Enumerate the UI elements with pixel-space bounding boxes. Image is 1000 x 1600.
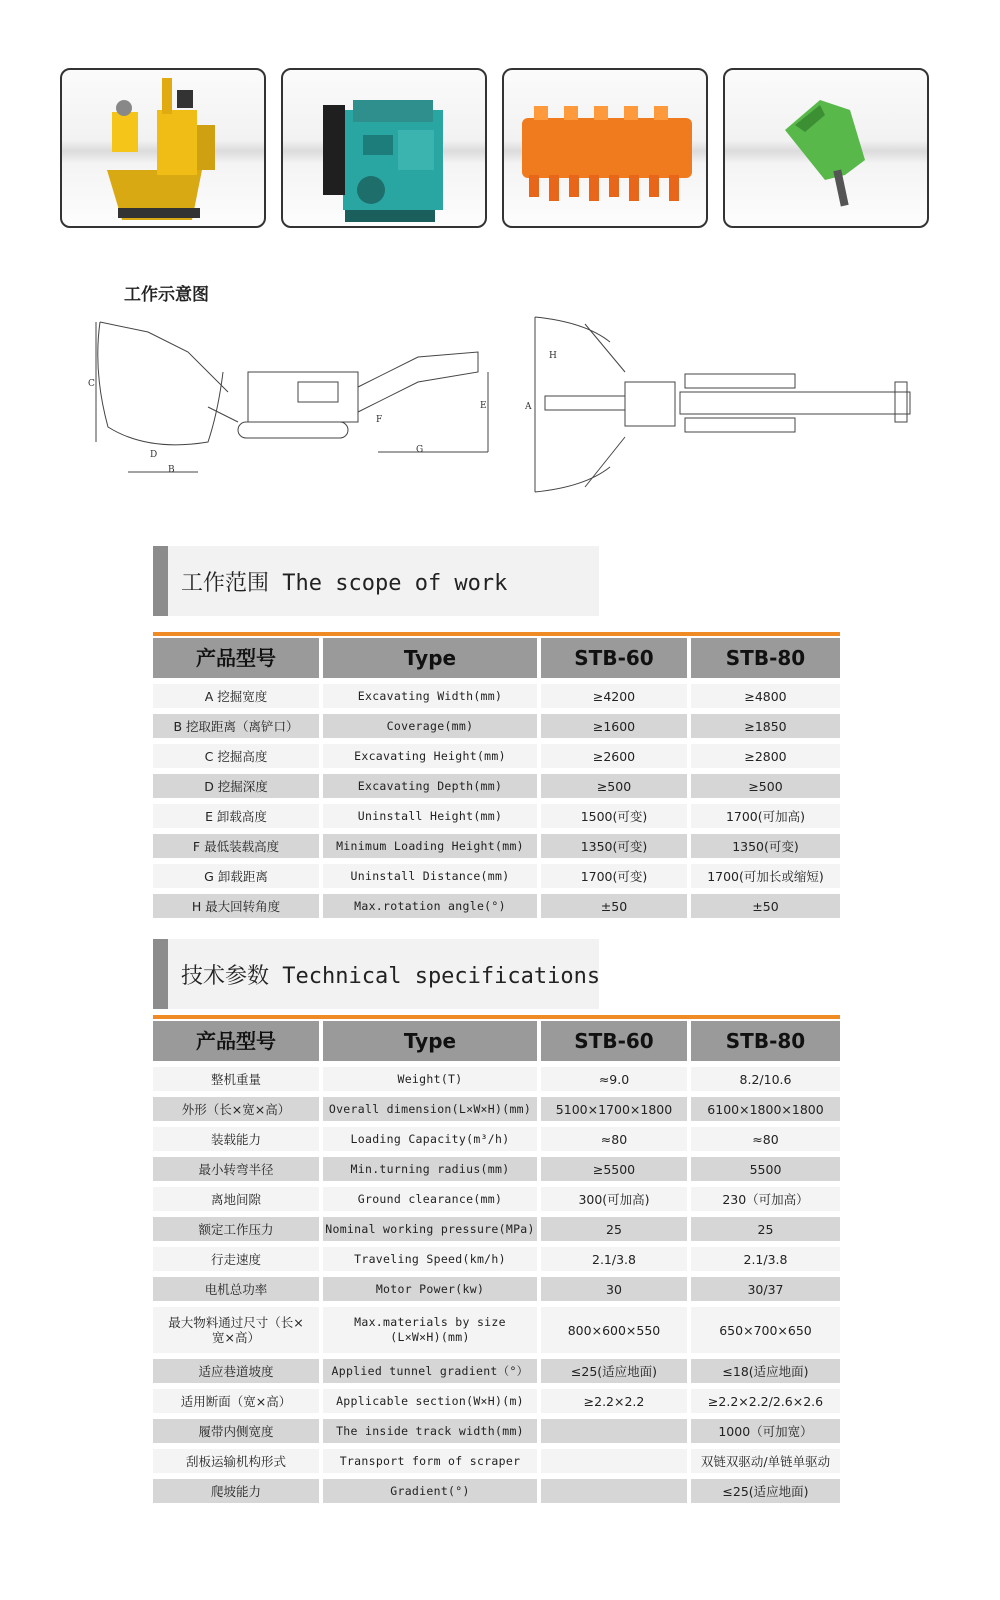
cell-stb80: 30/37 (691, 1277, 840, 1301)
cell-type: Minimum Loading Height(mm) (323, 834, 537, 858)
table-row (153, 1307, 840, 1353)
cell-stb60: ≥4200 (541, 684, 687, 708)
cell-type: Excavating Width(mm) (323, 684, 537, 708)
cell-type: Nominal working pressure(MPa) (323, 1217, 537, 1241)
cell-stb60 (541, 1479, 687, 1503)
cell-stb80: 650×700×650 (691, 1307, 840, 1353)
cell-stb80: 1000（可加宽） (691, 1419, 840, 1443)
table-top-rule (153, 1015, 840, 1019)
cell-stb80: ≤25(适应地面) (691, 1479, 840, 1503)
cell-type: Min.turning radius(mm) (323, 1157, 537, 1181)
cell-stb80: 双链双驱动/单链单驱动 (691, 1449, 840, 1473)
cell-model: 额定工作压力 (153, 1217, 319, 1241)
table-header-row (153, 638, 840, 678)
cell-stb60: ≈9.0 (541, 1067, 687, 1091)
cell-stb60: 5100×1700×1800 (541, 1097, 687, 1121)
table-row (153, 1127, 840, 1151)
cell-stb60 (541, 1449, 687, 1473)
table-row (153, 1097, 840, 1121)
cell-type: Max.rotation angle(°) (323, 894, 537, 918)
cell-stb60: ±50 (541, 894, 687, 918)
cell-model: E 卸载高度 (153, 804, 319, 828)
cell-stb60: ≥2600 (541, 744, 687, 768)
cell-type: Excavating Height(mm) (323, 744, 537, 768)
cell-stb60: 800×600×550 (541, 1307, 687, 1353)
cell-type: Overall dimension(L×W×H)(mm) (323, 1097, 537, 1121)
table-row (153, 1419, 840, 1443)
mucking-loader-image (62, 70, 266, 228)
cell-stb60: ≤25(适应地面) (541, 1359, 687, 1383)
cell-stb80: ≥500 (691, 774, 840, 798)
specs-section-title: 技术参数 Technical specifications (181, 964, 601, 989)
cell-stb60: ≥1600 (541, 714, 687, 738)
cell-stb80: ±50 (691, 894, 840, 918)
hydraulic-valve-image (504, 70, 708, 228)
table-row (153, 1389, 840, 1413)
cell-model: 最小转弯半径 (153, 1157, 319, 1181)
table-row (153, 1277, 840, 1301)
cell-model: 外形（长×宽×高） (153, 1097, 319, 1121)
cell-type: Max.materials by size (L×W×H)(mm) (323, 1307, 537, 1353)
header-type: Type (323, 1021, 537, 1061)
cell-stb60 (541, 1419, 687, 1443)
label-c: C (88, 379, 95, 389)
cell-stb80: ≥2.2×2.2/2.6×2.6 (691, 1389, 840, 1413)
label-f: F (376, 415, 383, 425)
header-stb80: STB-80 (691, 638, 840, 678)
cell-stb80: ≥2800 (691, 744, 840, 768)
cell-stb80: 6100×1800×1800 (691, 1097, 840, 1121)
cell-stb60: 2.1/3.8 (541, 1247, 687, 1271)
cell-stb60: 30 (541, 1277, 687, 1301)
cell-stb80: ≈80 (691, 1127, 840, 1151)
cell-stb60: 300(可加高) (541, 1187, 687, 1211)
cell-type: Applicable section(W×H)(m) (323, 1389, 537, 1413)
table-row (153, 1067, 840, 1091)
cell-model: 离地间隙 (153, 1187, 319, 1211)
cell-type: Weight(T) (323, 1067, 537, 1091)
cell-model: 电机总功率 (153, 1277, 319, 1301)
side-view-diagram (88, 312, 508, 487)
cell-stb80: 1700(可加高) (691, 804, 840, 828)
top-view-diagram (525, 312, 925, 507)
cell-type: Gradient(°) (323, 1479, 537, 1503)
label-g: G (416, 445, 424, 455)
cell-type: Loading Capacity(m³/h) (323, 1127, 537, 1151)
cell-stb80: 2.1/3.8 (691, 1247, 840, 1271)
cell-stb60: 25 (541, 1217, 687, 1241)
header-stb80: STB-80 (691, 1021, 840, 1061)
cell-type: Motor Power(kw) (323, 1277, 537, 1301)
cell-stb60: 1500(可变) (541, 804, 687, 828)
cell-stb80: ≤18(适应地面) (691, 1359, 840, 1383)
table-top-rule (153, 632, 840, 636)
hydraulic-breaker-image (725, 70, 929, 228)
table-row (153, 804, 840, 828)
cell-stb80: 25 (691, 1217, 840, 1241)
cell-stb60: ≈80 (541, 1127, 687, 1151)
label-d: D (150, 450, 158, 460)
cell-type: Traveling Speed(km/h) (323, 1247, 537, 1271)
cell-model: G 卸载距离 (153, 864, 319, 888)
photo-card-breaker (723, 68, 929, 228)
table-row (153, 774, 840, 798)
table-row (153, 1217, 840, 1241)
cell-model: A 挖掘宽度 (153, 684, 319, 708)
table-row (153, 714, 840, 738)
label-b: B (168, 465, 175, 475)
header-model: 产品型号 (153, 638, 319, 678)
table-header-row (153, 1021, 840, 1061)
table-row (153, 744, 840, 768)
header-stb60: STB-60 (541, 638, 687, 678)
cell-model: 整机重量 (153, 1067, 319, 1091)
table-row (153, 1449, 840, 1473)
cell-stb60: 1350(可变) (541, 834, 687, 858)
table-row (153, 1359, 840, 1383)
scope-table (153, 632, 840, 918)
cell-type: Uninstall Distance(mm) (323, 864, 537, 888)
diagram-title: 工作示意图 (124, 285, 209, 305)
scope-section-header (153, 546, 599, 616)
cell-model: 行走速度 (153, 1247, 319, 1271)
cell-model: F 最低装载高度 (153, 834, 319, 858)
cell-stb80: ≥1850 (691, 714, 840, 738)
table-row (153, 834, 840, 858)
cell-model: H 最大回转角度 (153, 894, 319, 918)
specs-table (153, 1015, 840, 1503)
section-accent-bar (153, 939, 168, 1009)
table-row (153, 1187, 840, 1211)
table-row (153, 684, 840, 708)
section-accent-bar (153, 546, 168, 616)
cell-model: 最大物料通过尺寸（长×宽×高） (153, 1307, 319, 1353)
photo-card-engine (281, 68, 487, 228)
scope-section-title: 工作范围 The scope of work (181, 571, 508, 596)
header-model: 产品型号 (153, 1021, 319, 1061)
cell-model: 爬坡能力 (153, 1479, 319, 1503)
cell-stb60: 1700(可变) (541, 864, 687, 888)
cell-model: 适用断面（宽×高） (153, 1389, 319, 1413)
cell-model: 适应巷道坡度 (153, 1359, 319, 1383)
cell-stb60: ≥500 (541, 774, 687, 798)
photo-card-valves (502, 68, 708, 228)
diesel-engine-image (283, 70, 487, 228)
cell-model: B 挖取距离（离铲口） (153, 714, 319, 738)
cell-type: Uninstall Height(mm) (323, 804, 537, 828)
cell-model: D 挖掘深度 (153, 774, 319, 798)
cell-model: 履带内侧宽度 (153, 1419, 319, 1443)
header-type: Type (323, 638, 537, 678)
cell-stb80: ≥4800 (691, 684, 840, 708)
label-a: A (525, 402, 532, 412)
cell-type: Applied tunnel gradient（°） (323, 1359, 537, 1383)
cell-type: Coverage(mm) (323, 714, 537, 738)
cell-type: Transport form of scraper (323, 1449, 537, 1473)
cell-stb60: ≥2.2×2.2 (541, 1389, 687, 1413)
table-row (153, 1157, 840, 1181)
cell-type: The inside track width(mm) (323, 1419, 537, 1443)
cell-model: C 挖掘高度 (153, 744, 319, 768)
label-e: E (480, 401, 487, 411)
label-h: H (549, 351, 557, 361)
cell-stb80: 8.2/10.6 (691, 1067, 840, 1091)
cell-stb80: 5500 (691, 1157, 840, 1181)
cell-stb80: 230（可加高） (691, 1187, 840, 1211)
cell-stb60: ≥5500 (541, 1157, 687, 1181)
table-row (153, 1479, 840, 1503)
photo-card-loader (60, 68, 266, 228)
cell-stb80: 1700(可加长或缩短) (691, 864, 840, 888)
table-row (153, 894, 840, 918)
cell-type: Excavating Depth(mm) (323, 774, 537, 798)
cell-stb80: 1350(可变) (691, 834, 840, 858)
cell-model: 装载能力 (153, 1127, 319, 1151)
cell-type: Ground clearance(mm) (323, 1187, 537, 1211)
table-row (153, 1247, 840, 1271)
table-row (153, 864, 840, 888)
cell-model: 刮板运输机构形式 (153, 1449, 319, 1473)
specs-section-header (153, 939, 599, 1009)
header-stb60: STB-60 (541, 1021, 687, 1061)
